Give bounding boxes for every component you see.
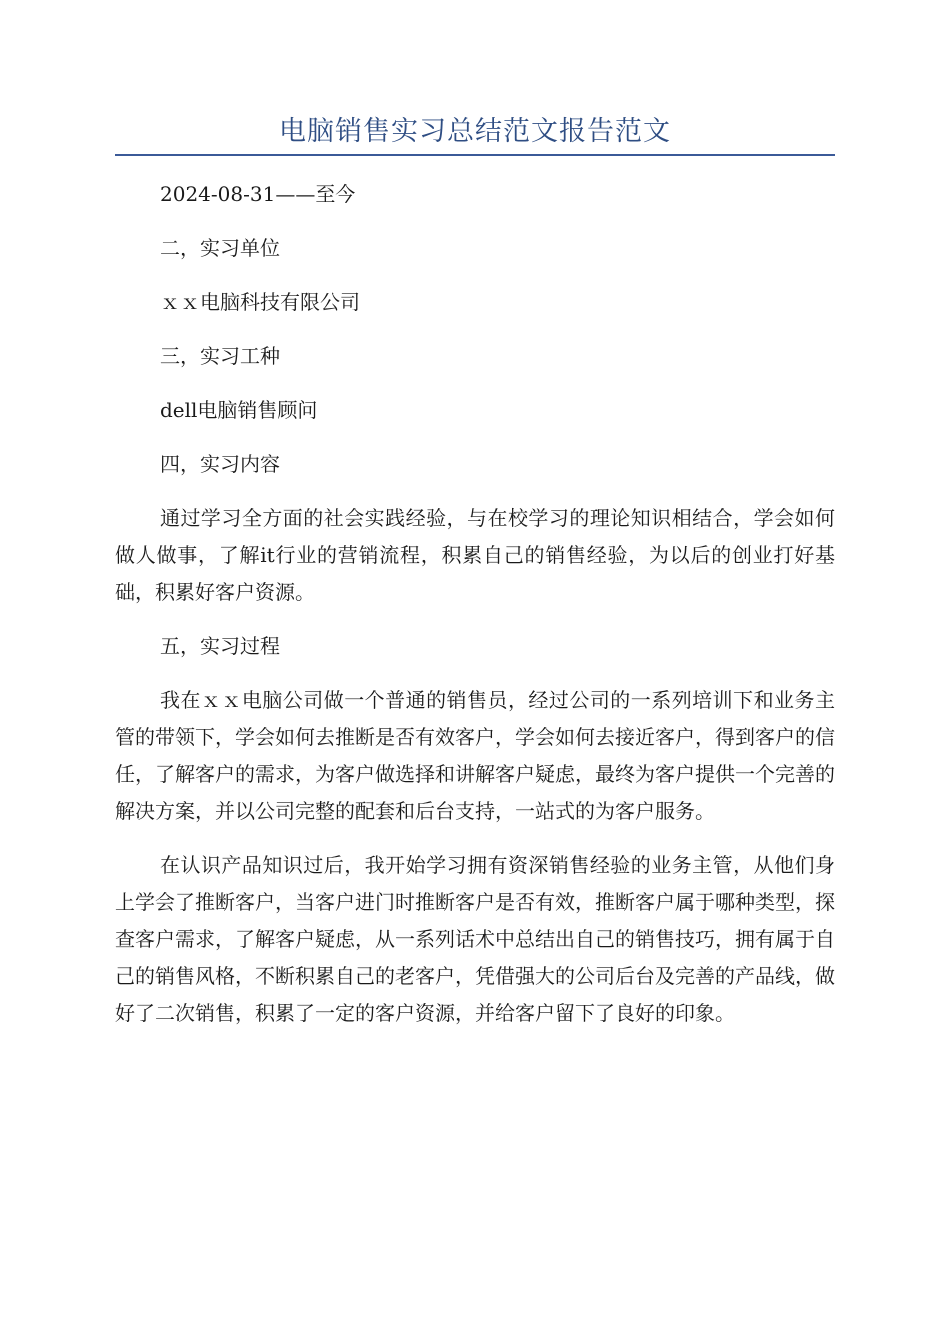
heading-job-type: 三，实习工种 bbox=[160, 344, 280, 368]
document-body bbox=[115, 176, 835, 1049]
paragraph-company: ｘｘ电脑科技有限公司 bbox=[160, 290, 360, 314]
paragraph-process-1: 我在ｘｘ电脑公司做一个普通的销售员，经过公司的一系列培训下和业务主管的带领下，学会如何去推断是否有效客户，学会如何去接近客户，得到客户的信任，了解客户的需求，为客户做选择和讲解客户疑虑，最终为客户提供一个完善的解决方案，并以公司完整的配套和后台支持，一站式的为客户服务。 bbox=[115, 688, 835, 823]
paragraph-date: 2024-08-31——至今 bbox=[160, 182, 356, 206]
title-underline bbox=[115, 154, 835, 156]
paragraph-job-title: dell电脑销售顾问 bbox=[160, 398, 318, 422]
heading-internship-content: 四，实习内容 bbox=[160, 452, 280, 476]
heading-internship-process: 五，实习过程 bbox=[160, 634, 280, 658]
paragraph-process-2: 在认识产品知识过后，我开始学习拥有资深销售经验的业务主管，从他们身上学会了推断客户，当客户进门时推断客户是否有效，推断客户属于哪种类型，探查客户需求，了解客户疑虑，从一系列话术中总结出自己的销售技巧，拥有属于自己的销售风格，不断积累自己的老客户，凭借强大的公司后台及完善的产品线，做好了二次销售，积累了一定的客户资源，并给客户留下了良好的印象。 bbox=[115, 853, 835, 1025]
paragraph-content: 通过学习全方面的社会实践经验，与在校学习的理论知识相结合，学会如何做人做事，了解it行业的营销流程，积累自己的销售经验，为以后的创业打好基础，积累好客户资源。 bbox=[115, 506, 835, 604]
document-title: 电脑销售实习总结范文报告范文 bbox=[279, 116, 671, 147]
heading-internship-unit: 二，实习单位 bbox=[160, 236, 280, 260]
